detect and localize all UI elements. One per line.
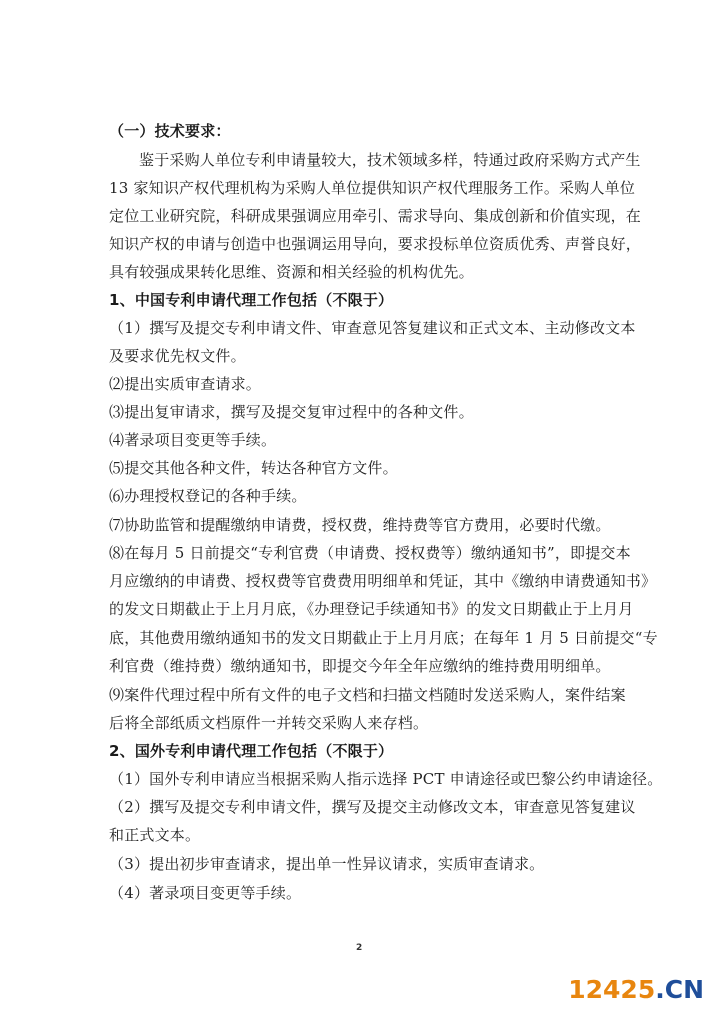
list-item: （2）撰写及提交专利申请文件，撰写及提交主动修改文本，审查意见答复建议: [109, 798, 636, 816]
watermark-number: 12425: [568, 975, 656, 1004]
list-item: ⑷著录项目变更等手续。: [109, 431, 277, 449]
list-item: 月应缴纳的申请费、授权费等官费费用明细单和凭证，其中《缴纳申请费通知书》: [109, 572, 657, 590]
list-item: ⑵提出实质审查请求。: [109, 375, 262, 393]
list-item: （4）著录项目变更等手续。: [109, 884, 302, 902]
intro-line: 13 家知识产权代理机构为采购人单位提供知识产权代理服务工作。采购人单位: [109, 179, 636, 197]
list-item: （3）提出初步审查请求，提出单一性异议请求，实质审查请求。: [109, 855, 545, 873]
list-item: （1）国外专利申请应当根据采购人指示选择 PCT 申请途径或巴黎公约申请途径。: [109, 770, 663, 788]
list-item: ⑻在每月 5 日前提交“专利官费（申请费、授权费等）缴纳通知书”，即提交本: [109, 544, 631, 562]
heading-china-patent: 1、中国专利申请代理工作包括（不限于）: [109, 291, 394, 309]
heading-foreign-patent: 2、国外专利申请代理工作包括（不限于）: [109, 742, 394, 760]
list-item: 底，其他费用缴纳通知书的发文日期截止于上月月底；在每年 1 月 5 日前提交“专: [109, 629, 658, 647]
list-item: 后将全部纸质文档原件一并转交采购人来存档。: [109, 714, 429, 732]
intro-line: 鉴于采购人单位专利申请量较大，技术领域多样，特通过政府采购方式产生: [139, 151, 641, 169]
list-item: 利官费（维持费）缴纳通知书，即提交今年全年应缴纳的维持费用明细单。: [109, 657, 611, 675]
section-title: （一）技术要求：: [109, 122, 231, 140]
list-item: ⑸提交其他各种文件，转达各种官方文件。: [109, 459, 398, 477]
intro-line: 具有较强成果转化思维、资源和相关经验的机构优先。: [109, 263, 474, 281]
list-item: 的发文日期截止于上月月底，《办理登记手续通知书》的发文日期截止于上月月: [109, 600, 634, 618]
list-item: ⑺协助监管和提醒缴纳申请费，授权费，维持费等官方费用，必要时代缴。: [109, 516, 611, 534]
watermark-logo: [568, 975, 704, 1004]
watermark-suffix: .CN: [655, 975, 704, 1004]
intro-line: 定位工业研究院，科研成果强调应用牵引、需求导向、集成创新和价值实现，在: [109, 207, 642, 225]
list-item: ⑼案件代理过程中所有文件的电子文档和扫描文档随时发送采购人，案件结案: [109, 686, 626, 704]
list-item: ⑶提出复审请求，撰写及提交复审过程中的各种文件。: [109, 403, 474, 421]
list-item: ⑹办理授权登记的各种手续。: [109, 487, 307, 505]
page-number: 2: [356, 943, 363, 953]
list-item: 及要求优先权文件。: [109, 347, 246, 365]
list-item: （1）撰写及提交专利申请文件、审查意见答复建议和正式文本、主动修改文本: [109, 319, 636, 337]
intro-line: 知识产权的申请与创造中也强调运用导向，要求投标单位资质优秀、声誉良好，: [109, 235, 642, 253]
list-item: 和正式文本。: [109, 826, 201, 844]
